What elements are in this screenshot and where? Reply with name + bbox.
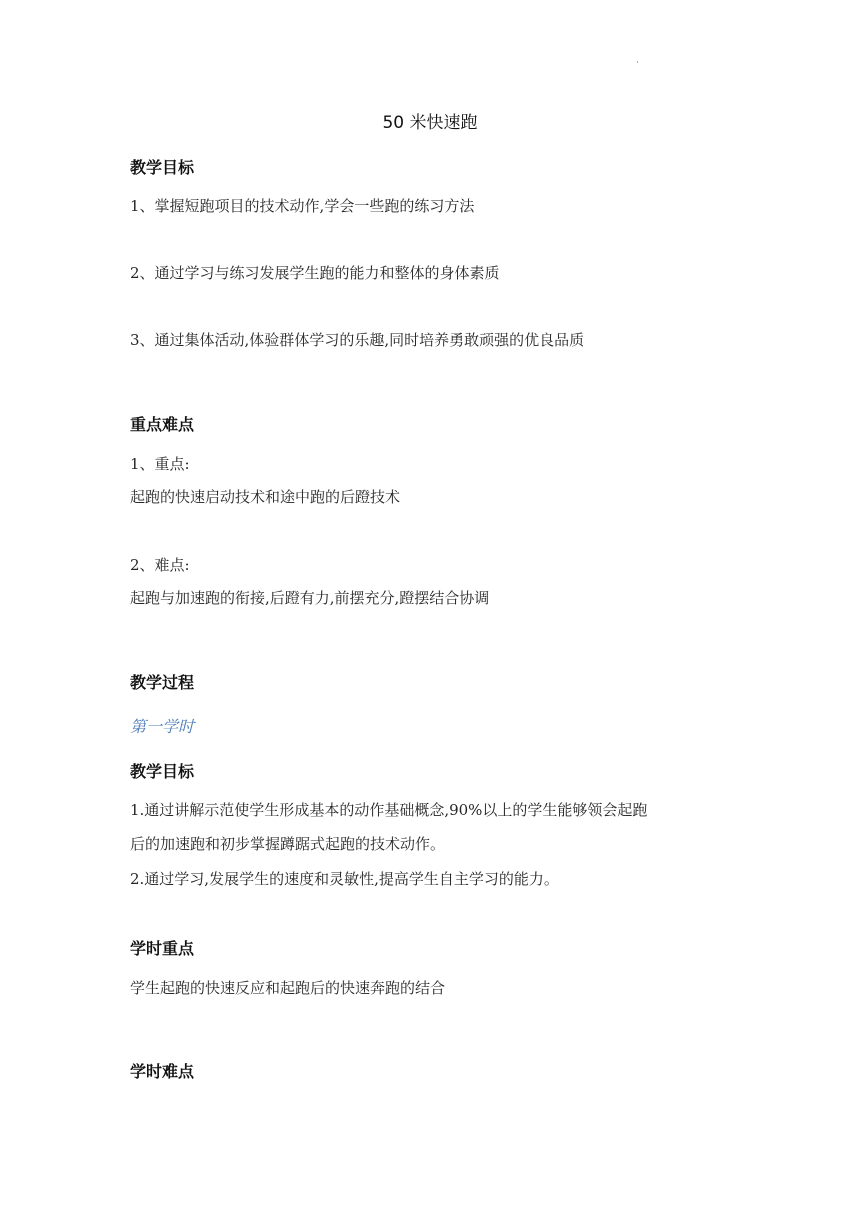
heading-teaching-goals: 教学目标: [130, 158, 195, 177]
goal-item-3: 3、通过集体活动,体验群体学习的乐趣,同时培养勇敢顽强的优良品质: [130, 331, 585, 349]
lesson-goal-line-2: 后的加速跑和初步掌握蹲踞式起跑的技术动作。: [130, 835, 446, 853]
heading-key-points: 重点难点: [130, 415, 195, 434]
focus-label: 1、重点:: [130, 455, 190, 473]
heading-lesson-difficulty: 学时难点: [130, 1062, 195, 1081]
heading-lesson-focus: 学时重点: [130, 939, 195, 958]
difficulty-text: 起跑与加速跑的衔接,后蹬有力,前摆充分,蹬摆结合协调: [130, 589, 490, 607]
difficulty-label: 2、难点:: [130, 556, 190, 574]
heading-teaching-process: 教学过程: [130, 673, 195, 692]
lesson-goal-line-3: 2.通过学习,发展学生的速度和灵敏性,提高学生自主学习的能力。: [130, 870, 559, 888]
lesson-one-label: 第一学时: [130, 717, 195, 736]
document-title: 50 米快速跑: [382, 113, 478, 133]
lesson-focus-text: 学生起跑的快速反应和起跑后的快速奔跑的结合: [130, 979, 446, 997]
goal-item-1: 1、掌握短跑项目的技术动作,学会一些跑的练习方法: [130, 197, 475, 215]
lesson-goal-line-1: 1.通过讲解示范使学生形成基本的动作基础概念,90%以上的学生能够领会起跑: [130, 801, 648, 819]
heading-lesson-goals: 教学目标: [130, 762, 195, 781]
focus-text: 起跑的快速启动技术和途中跑的后蹬技术: [130, 488, 401, 506]
goal-item-2: 2、通过学习与练习发展学生跑的能力和整体的身体素质: [130, 264, 500, 282]
header-mark: ·: [636, 58, 639, 68]
